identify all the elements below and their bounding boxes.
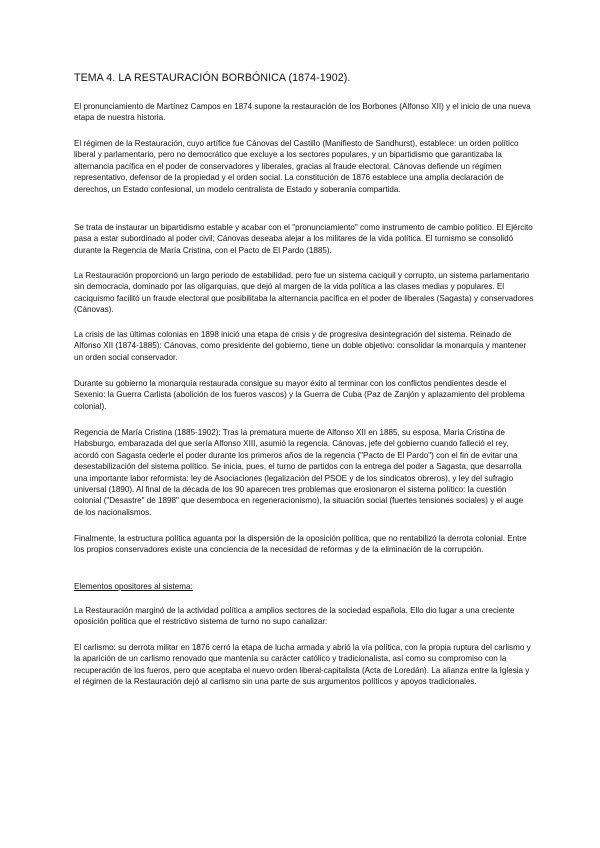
section-heading-opositores: Elementos opositores al sistema:: [74, 582, 193, 591]
paragraph-crisis: La crisis de las últimas colonias en 1898 inició una etapa de crisis y de progresiva desintegración del sistema. Reinado de Alfonso XII (1874-1885): Cánovas, como presidente del gobierno, tiene un doble objetivo: consolidar la monarquía y mantener un orden social conservador.: [74, 330, 527, 362]
paragraph-carlismo: El carlismo: su derrota militar en 1876 cerró la etapa de lucha armada y abrió la vía política, con la propia ruptura del carlismo y la aparición de un carlismo renovado que mantenía su carácter católico y tradicionalista, así como su compromiso con la recuperación de los fueros, pero que aceptaba el nuevo orden liberal-capitalista (Acta de Loredán). La alianza entre la Iglesia y el régimen de la Restauración dejó al carlismo sin una parte de sus argumentos políticos y apoyos tradicionales.: [74, 643, 531, 687]
paragraph-regencia: Regencia de María Cristina (1885-1902): Tras la prematura muerte de Alfonso XII en 1885, su esposa, María Cristina de Habsburgo, embarazada del que sería Alfonso XIII, asumió la regencia. Cánovas, jefe del gobierno cuando falleció el rey, acordó con Sagasta cederle el poder durante los primeros años de la regencia ("Pacto de El Pardo") con el fin de evitar una desestabilización del sistema político. Se inicia, pues, el turno de partidos con la entrega del poder a Sagasta, que desarrolla una importante labor reformista: ley de Asociaciones (legalización del PSOE y de los sindicatos obreros), y ley del sufragio universal (1890). Al final de la década de los 90 aparecen tres problemas que erosionaron el sistema político: la cuestión colonial ("Desastre" de 1898" que desemboca en regeneracionismo), la situación social (fuertes tensiones sociales) y el auge de los nacionalismos.: [74, 428, 524, 517]
paragraph-regimen: El régimen de la Restauración, cuyo artífice fue Cánovas del Castillo (Manifiesto de Sandhurst), establece: un orden político liberal y parlamentario, pero no democrático que excluye a los sectores populares, y un bipartidismo que garantizaba la alternancia pacífica en el poder de conservadores y liberales, gracias al fraude electoral. Cánovas defiende un régimen representativo, defensor de la propiedad y el orden social. La constitución de 1876 establece una amplia declaración de derechos, un Estado confesional, un modelo centralista de Estado y soberanía compartida.: [74, 139, 519, 194]
paragraph-marginacion: La Restauración marginó de la actividad política a amplios sectores de la sociedad española. Ello dio lugar a una creciente oposición política que el restrictivo sistema de turno no supo canalizar:: [74, 606, 515, 627]
document-title: TEMA 4. LA RESTAURACIÓN BORBÓNICA (1874-1902).: [74, 72, 351, 84]
paragraph-gobierno: Durante su gobierno la monarquía restaurada consigue su mayor éxito al terminar con los conflictos pendientes desde el Sexenio: la Guerra Carlista (abolición de los fueros vascos) y la Guerra de Cuba (Paz de Zanjón y aplazamiento del problema colonial).: [74, 379, 525, 411]
paragraph-estabilidad: La Restauración proporcionó un largo periodo de estabilidad, pero fue un sistema caciquil y corrupto, un sistema parlamentario sin democracia, dominado por las oligarquías, que dejó al margen de la vida política a las clases medias y populares. El caciquismo facilitó un fraude electoral que posibilitaba la alternancia pacífica en el poder de liberales (Sagasta) y conservadores (Cánovas).: [74, 271, 534, 315]
paragraph-bipartidismo: Se trata de instaurar un bipartidismo estable y acabar con el "pronunciamiento" como instrumento de cambio político. El Ejército pasa a estar subordinado al poder civil; Cánovas deseaba alejar a los militares de la vida política. El turnismo se consolidó durante la Regencia de María Cristina, con el Pacto de El Pardo (1885).: [74, 223, 533, 255]
paragraph-finalmente: Finalmente, la estructura política aguanta por la dispersión de la oposición política, que no rentabilizó la derrota colonial. Entre los propios conservadores existe una conciencia de la necesidad de reformas y de la eliminación de la corrupción.: [74, 534, 527, 555]
paragraph-intro: El pronunciamiento de Martínez Campos en 1874 supone la restauración de los Borbones (Alfonso XII) y el inicio de una nueva etapa de nuestra historia.: [74, 102, 531, 123]
